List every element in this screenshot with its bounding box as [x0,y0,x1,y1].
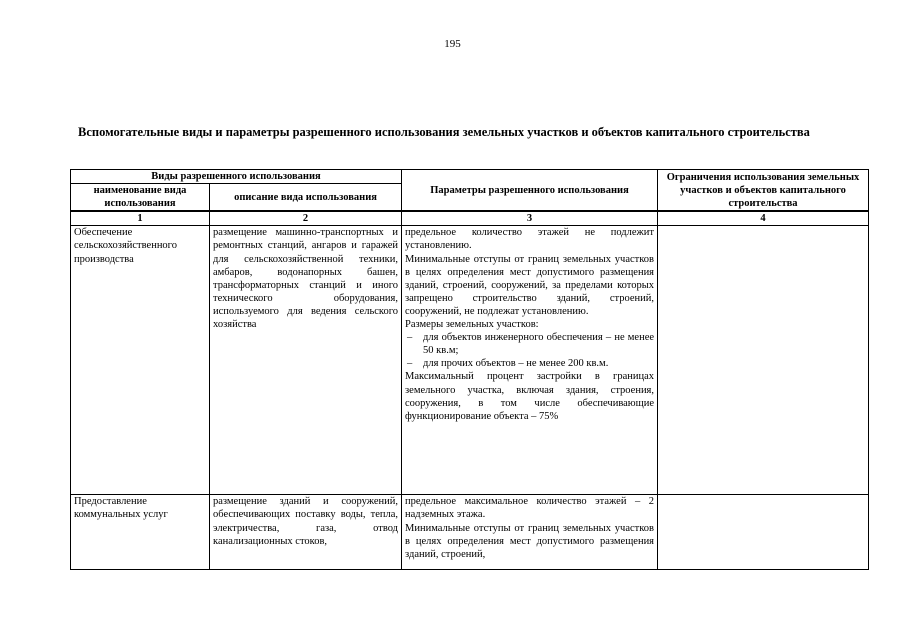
table-row [71,495,869,570]
table-row [71,226,869,495]
header-description: описание вида использования [210,184,402,212]
list-item: – для объектов инженерного обеспечения – не менее 50 кв.м; [405,331,654,357]
use-restrictions [658,495,869,570]
params-paragraph: Размеры земельных участков: [405,319,539,331]
use-name: Обеспечение сельскохозяйственного производства [71,226,210,495]
use-restrictions [658,226,869,495]
params-paragraph: предельное количество этажей не подлежит установлению. [405,227,655,252]
use-params [402,226,658,495]
land-use-table [70,169,869,570]
document-title: Вспомогательные виды и параметры разрешенного использования земельных участков и объектов капитального строительства [78,125,810,139]
use-description: размещение машинно-транспортных и ремонтных станций, ангаров и гаражей для сельскохозяйственной техники, амбаров, водонапорных башен, трансформаторных станций и иного технического оборудования, используемого для ведения сельского хозяйства [210,226,402,495]
params-list [405,331,654,370]
params-paragraph: Минимальные отступы от границ земельных участков в целях определения мест допустимого размещения зданий, строений, [405,522,655,560]
use-params [402,495,658,570]
list-item: – для прочих объектов – не менее 200 кв.м. [405,357,654,370]
header-name: наименование вида использования [71,184,210,212]
column-number: 1 [71,211,210,226]
header-types-group: Виды разрешенного использования [71,170,402,184]
column-number: 2 [210,211,402,226]
header-restrictions: Ограничения использования земельных участков и объектов капитального строительства [658,170,869,212]
header-params: Параметры разрешенного использования [402,170,658,212]
use-description: размещение зданий и сооружений, обеспечивающих поставку воды, тепла, электричества, газа, отвод канализационных стоков, [210,495,402,570]
params-paragraph: Максимальный процент застройки в границах земельного участка, включая здания, строения, сооружения, в том числе обеспечивающие функционирование объекта – 75% [405,371,655,422]
params-paragraph: Минимальные отступы от границ земельных участков в целях определения мест допустимого размещения зданий, строений, сооружений, за пределами которых запрещено строительство зданий, строений, сооружений, не подлежат установлению. [405,253,655,317]
use-name: Предоставление коммунальных услуг [71,495,210,570]
column-number: 3 [402,211,658,226]
params-paragraph: предельное максимальное количество этажей – 2 надземных этажа. [405,496,655,521]
page-number: 195 [444,38,461,50]
column-number: 4 [658,211,869,226]
